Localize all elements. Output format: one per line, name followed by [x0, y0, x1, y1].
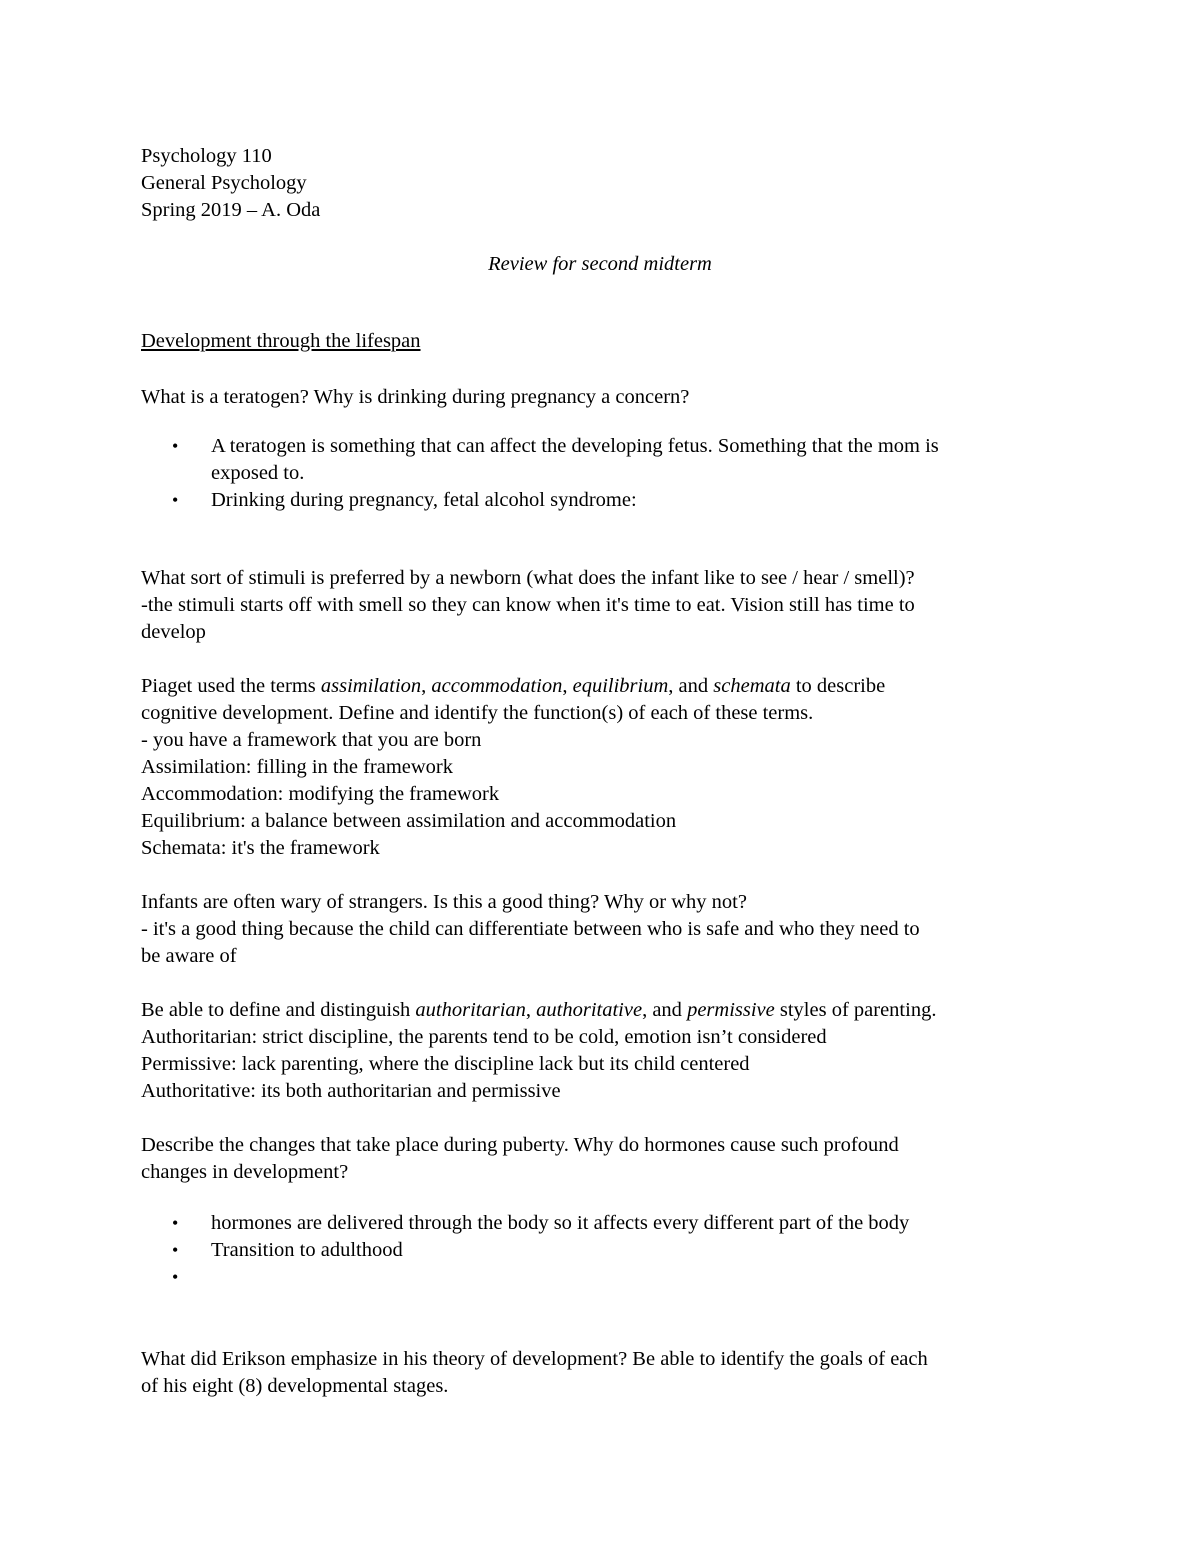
bullet-text: Transition to adulthood: [211, 1239, 403, 1261]
bullet-marker: •: [172, 1240, 179, 1260]
question-puberty-continued: changes in development?: [141, 1161, 349, 1183]
question-parenting-styles: [141, 997, 936, 1024]
bullet-text: A teratogen is something that can affect the developing fetus. Something that the mom is: [211, 435, 939, 457]
separator: , and: [668, 675, 714, 697]
answer-line: Authoritarian: strict discipline, the parents tend to be cold, emotion isn’t considered: [141, 1026, 827, 1048]
question-text: Be able to define and distinguish: [141, 999, 416, 1021]
answer-line: be aware of: [141, 945, 237, 967]
question-piaget: [141, 673, 885, 700]
term-accommodation: accommodation: [431, 675, 563, 697]
term-schemata: schemata: [713, 675, 791, 697]
bullet-text-continued: exposed to.: [211, 462, 305, 484]
question-text: to describe: [790, 675, 886, 697]
question-erikson: What did Erikson emphasize in his theory of development? Be able to identify the goals of each: [141, 1348, 928, 1370]
term-instructor: Spring 2019 – A. Oda: [141, 199, 321, 221]
course-number: Psychology 110: [141, 145, 272, 167]
term-authoritative: authoritative: [536, 999, 643, 1021]
answer-line: - it's a good thing because the child can differentiate between who is safe and who they need to: [141, 918, 920, 940]
term-permissive: permissive: [687, 999, 775, 1021]
answer-line: -the stimuli starts off with smell so they can know when it's time to eat. Vision still has time to: [141, 594, 915, 616]
answer-line: Accommodation: modifying the framework: [141, 783, 500, 805]
question-text: Piaget used the terms: [141, 675, 321, 697]
separator: ,: [525, 999, 537, 1021]
answer-line: Authoritative: its both authoritarian and permissive: [141, 1080, 561, 1102]
separator: , and: [642, 999, 688, 1021]
section-heading: Development through the lifespan: [141, 330, 421, 352]
bullet-marker: •: [172, 436, 179, 456]
bullet-marker: •: [172, 1213, 179, 1233]
answer-line: - you have a framework that you are born: [141, 729, 482, 751]
course-name: General Psychology: [141, 172, 307, 194]
document-title: Review for second midterm: [488, 253, 712, 275]
bullet-marker: •: [172, 1267, 179, 1287]
question-erikson-continued: of his eight (8) developmental stages.: [141, 1375, 449, 1397]
bullet-text: Drinking during pregnancy, fetal alcohol syndrome:: [211, 489, 637, 511]
bullet-text: hormones are delivered through the body so it affects every different part of the body: [211, 1212, 910, 1234]
question-newborn-stimuli: What sort of stimuli is preferred by a newborn (what does the infant like to see / hear / smell)?: [141, 567, 915, 589]
term-equilibrium: equilibrium: [572, 675, 669, 697]
separator: ,: [562, 675, 573, 697]
answer-line: Permissive: lack parenting, where the discipline lack but its child centered: [141, 1053, 750, 1075]
term-authoritarian: authoritarian: [415, 999, 526, 1021]
question-teratogen: What is a teratogen? Why is drinking during pregnancy a concern?: [141, 386, 690, 408]
bullet-marker: •: [172, 490, 179, 510]
answer-line: Schemata: it's the framework: [141, 837, 380, 859]
term-assimilation: assimilation: [320, 675, 422, 697]
question-text: styles of parenting.: [774, 999, 937, 1021]
answer-line: develop: [141, 621, 206, 643]
question-strangers: Infants are often wary of strangers. Is this a good thing? Why or why not?: [141, 891, 747, 913]
answer-line: Assimilation: filling in the framework: [141, 756, 454, 778]
answer-line: Equilibrium: a balance between assimilation and accommodation: [141, 810, 677, 832]
question-puberty: Describe the changes that take place during puberty. Why do hormones cause such profound: [141, 1134, 899, 1156]
separator: ,: [421, 675, 432, 697]
question-piaget-continued: cognitive development. Define and identify the function(s) of each of these terms.: [141, 702, 814, 724]
